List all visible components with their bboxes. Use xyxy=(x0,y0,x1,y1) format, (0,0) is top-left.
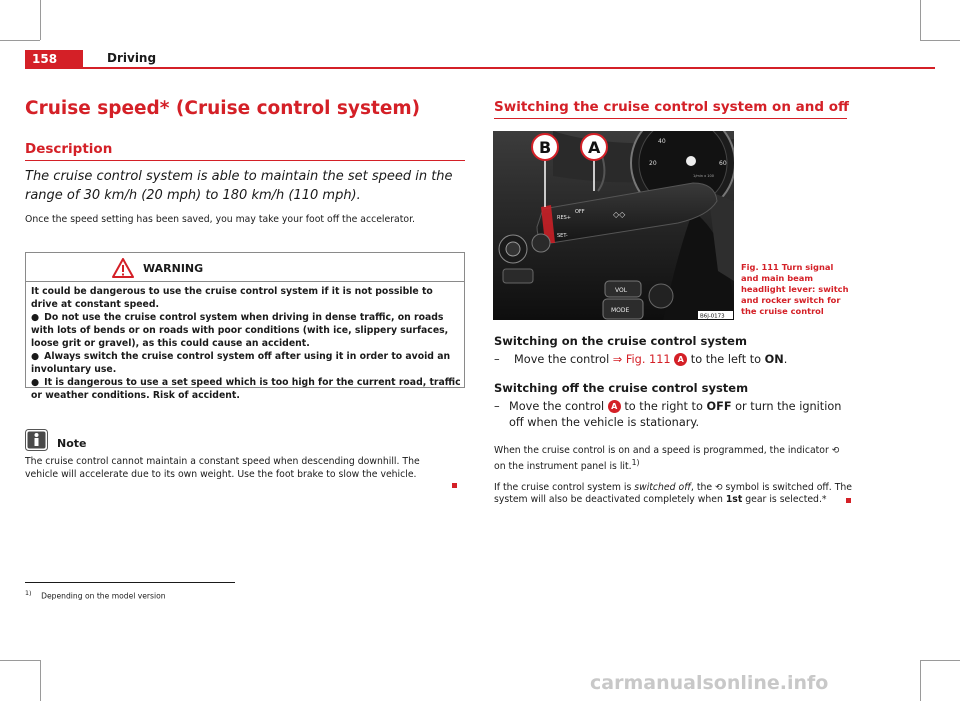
cruise-control-indicator-icon: ⟲ xyxy=(715,483,723,493)
warning-title: WARNING xyxy=(143,262,204,275)
crop-mark xyxy=(920,660,960,661)
warning-bullet: ● Do not use the cruise control system when driving in dense traffic, on roads with lots of bends or on roads with poor conditions (with ice, slippery surfaces, loose grit or gravel), as this could cause an accident. xyxy=(31,312,449,349)
indicator-paragraph: When the cruise control is on and a speed is programmed, the indicator ⟲ on the instrument panel is lit.$^{1)}$ xyxy=(494,445,840,473)
note-title: Note xyxy=(57,437,87,450)
crop-mark xyxy=(920,0,921,40)
crop-mark xyxy=(40,660,41,701)
crop-mark xyxy=(40,0,41,40)
mode-button-label: MODE xyxy=(611,307,630,314)
gauge-label: 20 xyxy=(649,160,657,167)
control-a-badge: A xyxy=(608,400,621,413)
warning-text xyxy=(31,285,461,402)
right-heading: Switching the cruise control system on and off xyxy=(494,99,849,115)
warning-triangle-icon xyxy=(112,258,134,278)
off-heading: Switching off the cruise control system xyxy=(494,381,749,395)
note-text: The cruise control cannot maintain a constant speed when descending downhill. The vehicle will accelerate due to its own weight. Use the foot brake to slow the vehicle. xyxy=(25,456,420,480)
on-step: – Move the control ⇒ Fig. 111 A to the left to ON. xyxy=(494,353,788,366)
info-note-icon xyxy=(25,429,48,451)
right-heading-rule xyxy=(494,118,847,119)
section-rule xyxy=(25,160,465,161)
gauge-label: 60 xyxy=(719,160,727,167)
lever-label: RES+ xyxy=(557,215,571,221)
figure-cruise-lever xyxy=(493,131,734,320)
gauge-label: 40 xyxy=(658,138,666,145)
footnote-rule xyxy=(25,582,235,583)
lever-label: SET- xyxy=(557,233,568,239)
warning-bullet: ● It is dangerous to use a set speed which is too high for the current road, traffic or weather conditions. Risk of accident. xyxy=(31,377,461,401)
cruise-control-indicator-icon: ⟲ xyxy=(831,446,840,456)
header-rule xyxy=(25,67,935,69)
control-a-badge: A xyxy=(674,353,687,366)
body-paragraph: Once the speed setting has been saved, you may take your foot off the accelerator. xyxy=(25,214,415,225)
callout-a: A xyxy=(588,138,601,157)
crop-mark xyxy=(0,40,40,41)
on-heading: Switching on the cruise control system xyxy=(494,334,747,348)
figure-code: B6J-0173 xyxy=(700,313,725,320)
lead-paragraph: The cruise control system is able to maintain the set speed in the range of 30 km/h (20 mph) to 180 km/h (110 mph). xyxy=(25,169,453,203)
section-end-marker xyxy=(846,498,851,503)
page-number: 158 xyxy=(25,50,83,68)
figure-link[interactable]: ⇒ Fig. 111 xyxy=(612,353,671,366)
page-heading: Cruise speed* (Cruise control system) xyxy=(25,98,421,119)
switch-off-paragraph: If the cruise control system is switched off, the ⟲ symbol is switched off. The system will also be deactivated completely when 1st gear is selected.* xyxy=(494,482,852,505)
vol-button-label: VOL xyxy=(615,287,628,294)
warning-intro: It could be dangerous to use the cruise control system if it is not possible to drive at constant speed. xyxy=(31,286,433,310)
section-end-marker xyxy=(452,483,457,488)
callout-b: B xyxy=(539,138,552,157)
watermark: carmanualsonline.info xyxy=(590,672,829,694)
crop-mark xyxy=(0,660,40,661)
warning-header xyxy=(26,253,464,282)
lever-label: OFF xyxy=(575,209,585,215)
off-step: – Move the control A to the right to OFF or turn the ignition off when the vehicle is stationary. xyxy=(494,400,842,429)
warning-bullet: ● Always switch the cruise control system off after using it in order to avoid an involuntary use. xyxy=(31,351,451,375)
crop-mark xyxy=(920,40,960,41)
footnote: $^{1)}$ Depending on the model version xyxy=(25,590,166,601)
section-heading: Description xyxy=(25,141,113,157)
section-title: Driving xyxy=(107,51,157,65)
gauge-unit: 1/min x 100 xyxy=(693,174,714,178)
svg-text:◇◇: ◇◇ xyxy=(613,210,626,219)
figure-caption: Fig. 111 Turn signal and main beam headlight lever: switch and rocker switch for the cruise control xyxy=(741,262,849,316)
warning-box xyxy=(25,252,465,401)
crop-mark xyxy=(920,660,921,701)
